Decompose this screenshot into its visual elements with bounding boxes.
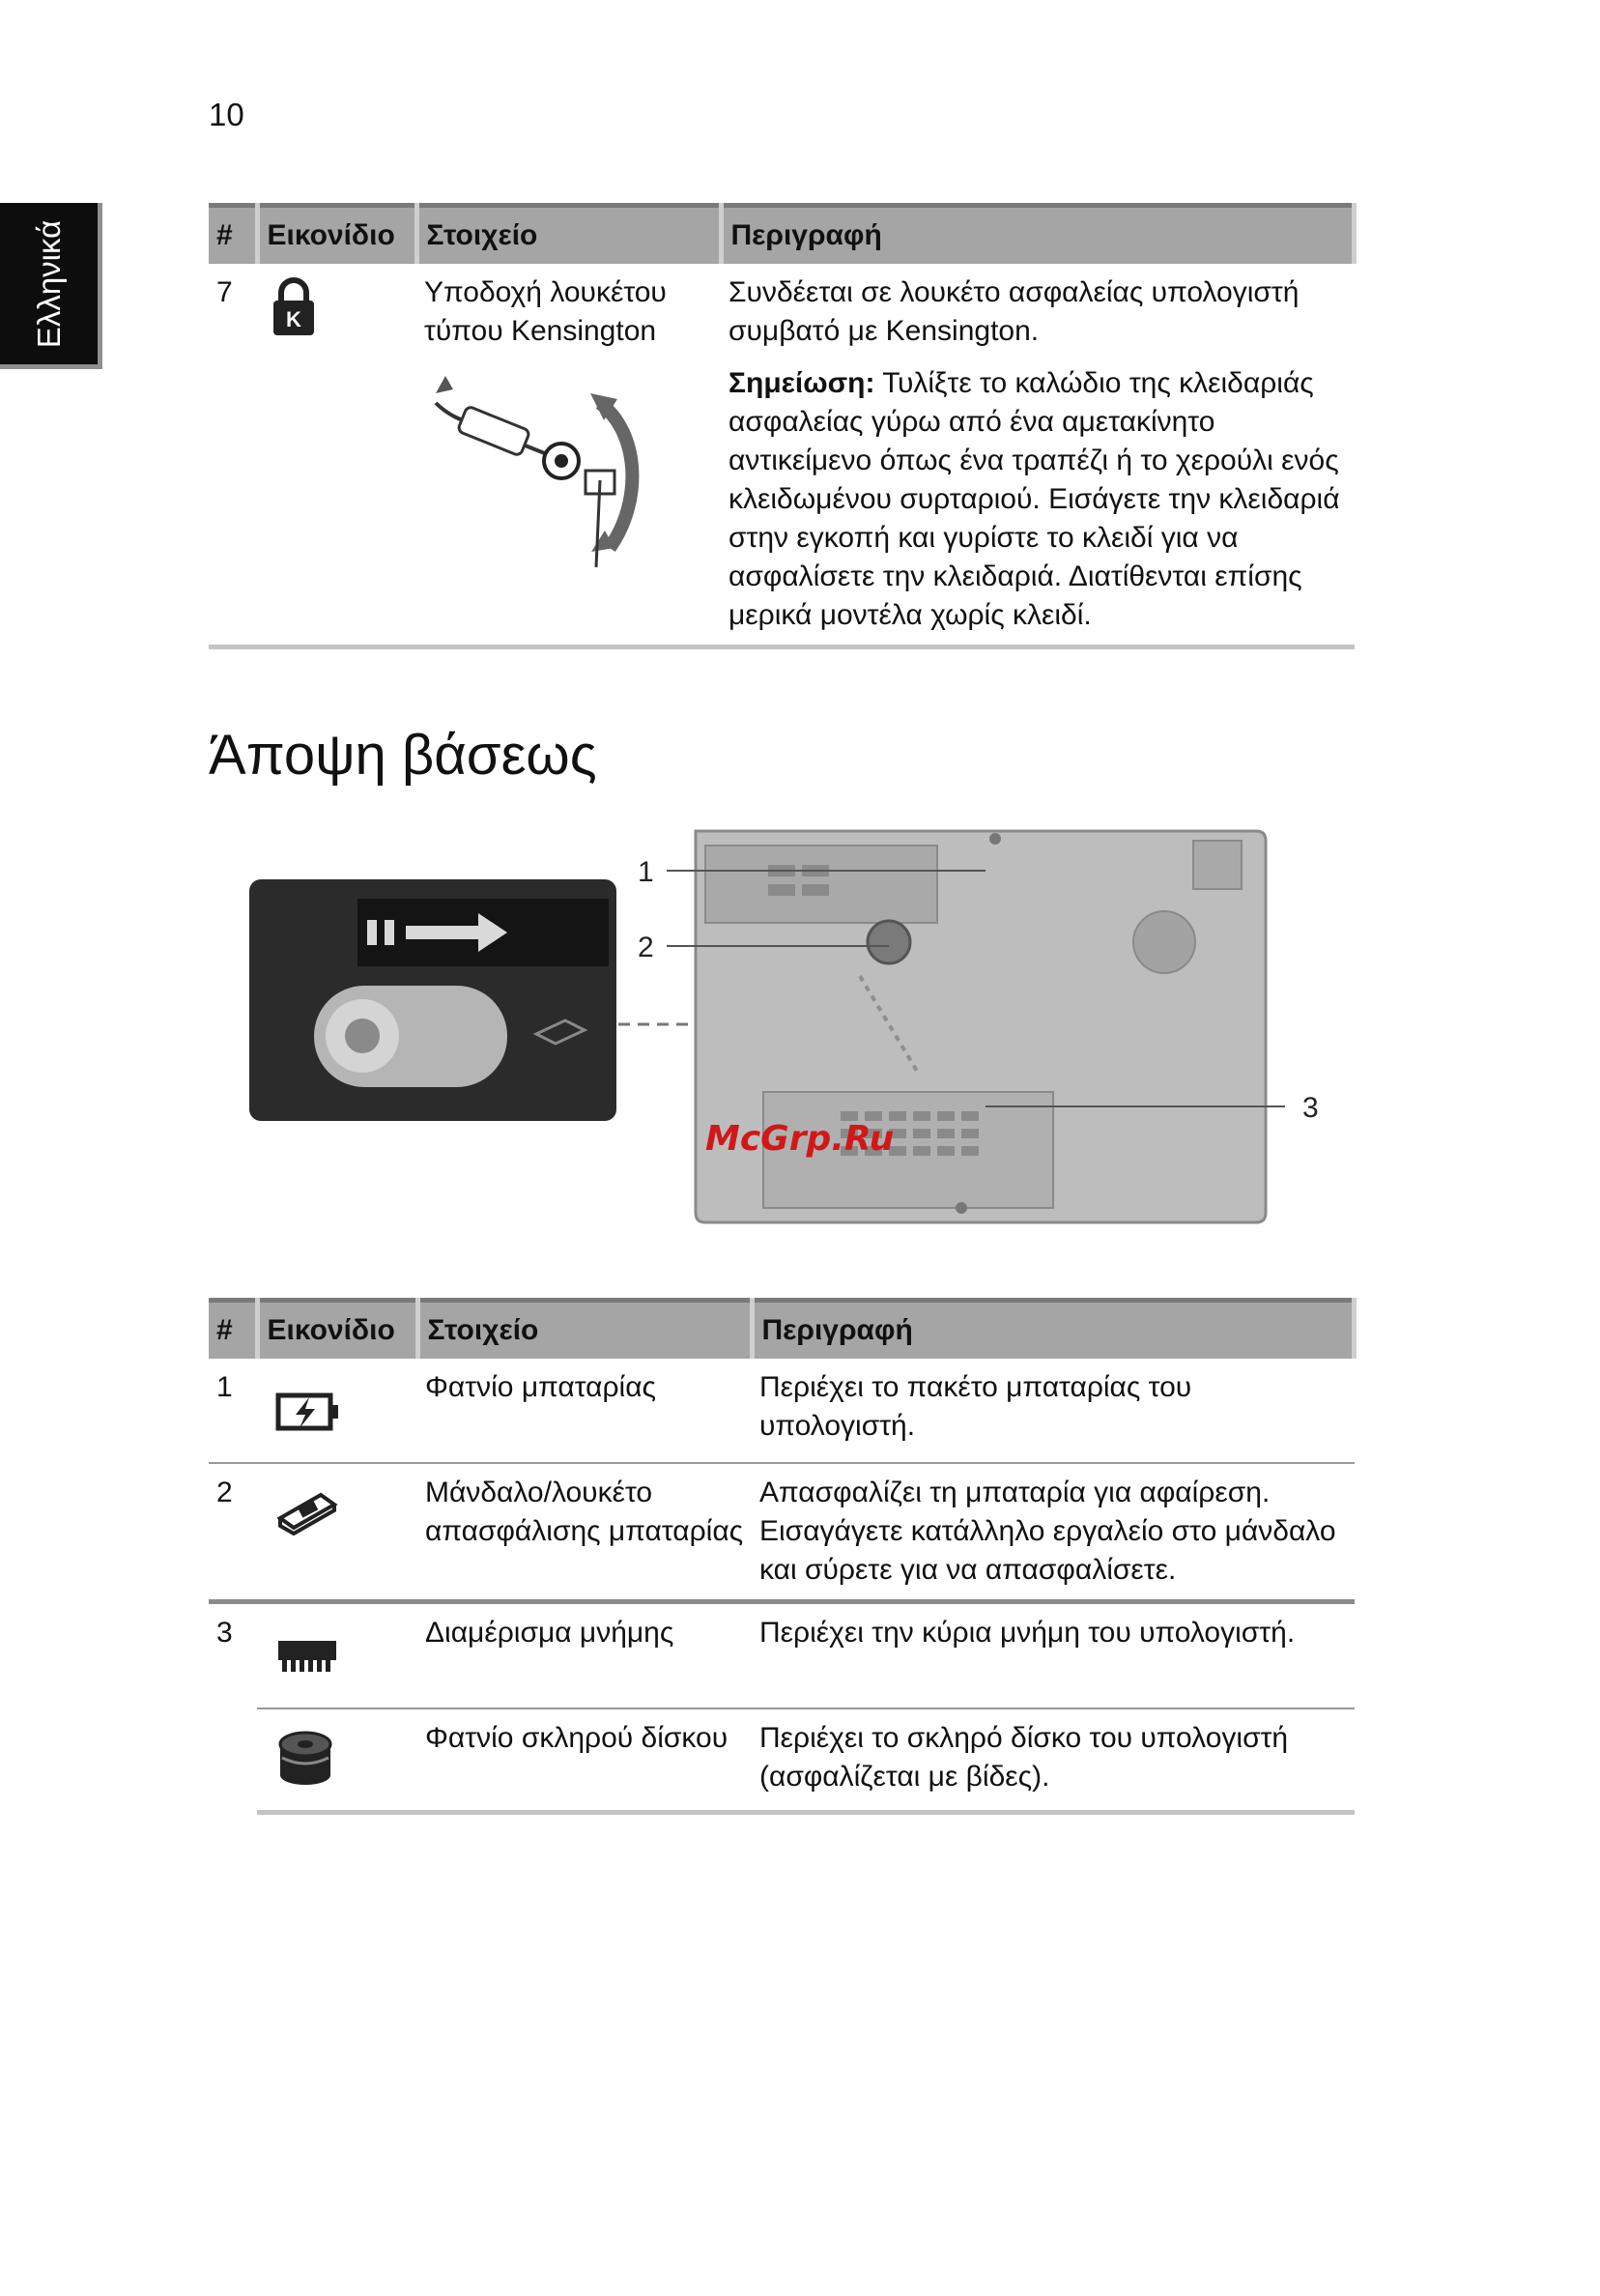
description-text: Περιέχει το σκληρό δίσκο του υπολογιστή (ασφαλίζεται με βίδες). [752, 1708, 1355, 1813]
description-cell [721, 264, 1355, 647]
description-text: Περιέχει την κύρια μνήμη του υπολογιστή. [752, 1602, 1355, 1708]
col-header-icon: Εικονίδιο [257, 206, 416, 265]
col-header-num: # [209, 1301, 257, 1360]
icon-cell [257, 264, 416, 647]
item-name: Φατνίο μπαταρίας [417, 1359, 752, 1463]
table-row [209, 1708, 1355, 1813]
kensington-lock-illustration [416, 364, 648, 577]
battery-release-latch-icon [272, 1481, 342, 1535]
icon-cell [257, 1359, 417, 1463]
kensington-table [209, 203, 1357, 649]
memory-icon [272, 1629, 342, 1683]
icon-cell [257, 1602, 417, 1708]
note-paragraph [729, 364, 1355, 635]
hard-disk-icon [272, 1727, 342, 1789]
icon-cell [257, 1463, 417, 1602]
description-text: Περιέχει το πακέτο μπαταρίας του υπολογιστή. [752, 1359, 1355, 1463]
item-name: Μάνδαλο/λουκέτο απασφάλισης μπαταρίας [417, 1463, 752, 1602]
bottom-view-table [209, 1298, 1357, 1815]
callout-3: 3 [1302, 1092, 1319, 1124]
col-header-num: # [209, 206, 257, 265]
kensington-lock-icon [265, 273, 323, 341]
row-number [209, 1708, 257, 1813]
latch-screw [868, 921, 910, 963]
callout-2: 2 [638, 932, 654, 963]
watermark: McGrp.Ru [705, 1119, 895, 1159]
col-header-description: Περιγραφή [721, 206, 1355, 265]
row-number: 1 [209, 1359, 257, 1463]
description-text: Συνδέεται σε λουκέτο ασφαλείας υπολογιστή συμβατό με Kensington. [729, 276, 1300, 347]
note-text: Τυλίξτε το καλώδιο της κλειδαριάς ασφαλείας γύρω από ένα αμετακίνητο αντικείμενο όπως ένα τραπέζι ή το χερούλι ενός κλειδωμένου συρταριού. Εισάγετε την κλειδαριά στην εγκοπή και γυρίστε το κλειδί για να ασφαλίσετε την κλειδαριά. Διατίθενται επίσης μερικά μοντέλα χωρίς κλειδί. [729, 367, 1340, 631]
note-label: Σημείωση: [729, 367, 875, 399]
row-number: 7 [209, 264, 257, 647]
row-number: 2 [209, 1463, 257, 1602]
row-number: 3 [216, 1617, 233, 1649]
table-row [209, 264, 1355, 647]
callout-1: 1 [638, 856, 654, 888]
icon-cell [257, 1708, 417, 1813]
battery-icon [272, 1384, 342, 1438]
table-row [209, 1602, 1355, 1708]
item-name: Φατνίο σκληρού δίσκου [417, 1708, 752, 1813]
language-tab-label: Ελληνικά [30, 219, 67, 348]
item-cell [416, 264, 721, 647]
col-header-item: Στοιχείο [416, 206, 721, 265]
speaker-grille [1133, 911, 1195, 973]
item-name: Υποδοχή λουκέτου τύπου Kensington [424, 276, 667, 347]
item-name: Διαμέρισμα μνήμης [417, 1602, 752, 1708]
table-row [209, 1463, 1355, 1602]
page-number: 10 [209, 97, 244, 132]
col-header-icon: Εικονίδιο [257, 1301, 417, 1360]
description-text: Απασφαλίζει τη μπαταρία για αφαίρεση. Εισαγάγετε κατάλληλο εργαλείο στο μάνδαλο και σύρετε για να απασφαλίσετε. [752, 1463, 1355, 1602]
svg-text:K: K [286, 307, 301, 331]
col-header-description: Περιγραφή [752, 1301, 1355, 1360]
language-tab [0, 203, 102, 369]
section-title: Άποψη βάσεως [209, 724, 597, 787]
col-header-item: Στοιχείο [417, 1301, 752, 1360]
table-row [209, 1359, 1355, 1463]
bottom-view-figure [242, 821, 1353, 1247]
